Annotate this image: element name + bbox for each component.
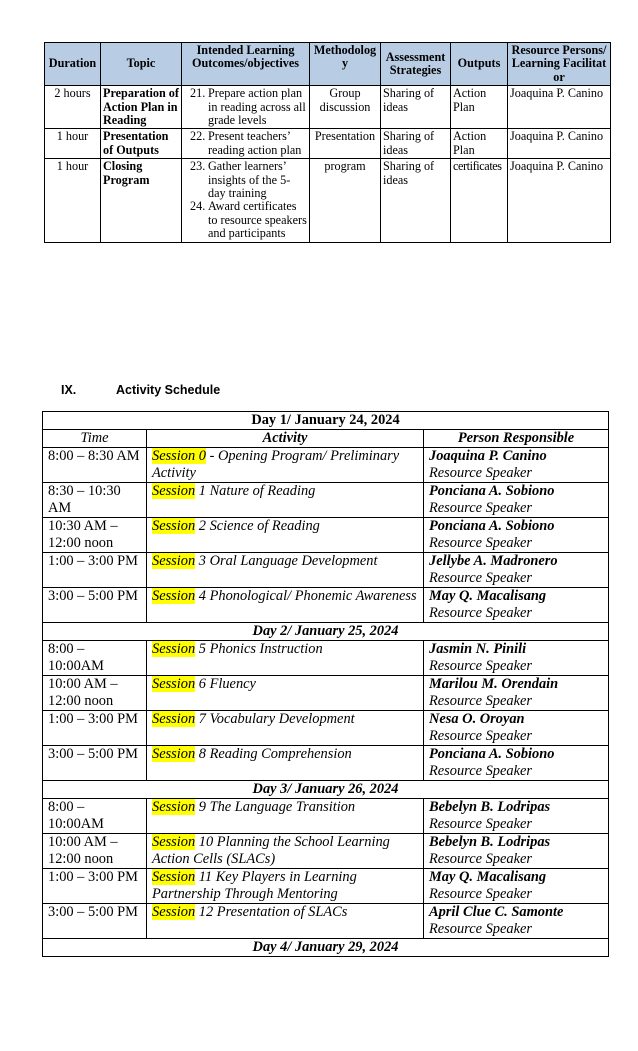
person-name: Jellybe A. Madronero	[429, 553, 558, 569]
table-row	[45, 159, 611, 242]
session-title: 3 Oral Language Development	[195, 553, 378, 569]
person-role: Resource Speaker	[429, 763, 532, 779]
person-role: Resource Speaker	[429, 535, 532, 551]
objective-item	[184, 130, 307, 157]
header-outcomes: Intended Learning Outcomes/objectives	[182, 43, 310, 86]
table-row	[45, 86, 611, 129]
session-person	[424, 448, 609, 483]
session-person	[424, 711, 609, 746]
table-row	[43, 834, 609, 869]
column-header-row	[43, 430, 609, 448]
day-title: Day 1/ January 24, 2024	[43, 412, 609, 430]
objective-number: 23.	[190, 159, 206, 174]
session-title: 4 Phonological/ Phonemic Awareness	[195, 588, 417, 604]
session-title: - Opening Program/ Preliminary Activity	[152, 448, 400, 481]
session-time: 8:00 – 8:30 AM	[43, 448, 147, 483]
row-duration: 2 hours	[45, 86, 101, 129]
session-time: 10:00 AM – 12:00 noon	[43, 676, 147, 711]
row-methodology: program	[310, 159, 381, 242]
session-person	[424, 746, 609, 781]
person-role: Resource Speaker	[429, 605, 532, 621]
day-header-row	[43, 623, 609, 641]
header-activity: Activity	[147, 430, 424, 448]
table-row	[43, 641, 609, 676]
session-person	[424, 553, 609, 588]
session-activity	[147, 676, 424, 711]
row-resource: Joaquina P. Canino	[508, 129, 611, 159]
session-person	[424, 676, 609, 711]
objective-number: 21.	[190, 86, 206, 101]
person-role: Resource Speaker	[429, 886, 532, 902]
session-label-highlight: Session	[152, 553, 196, 569]
session-label-highlight: Session	[152, 483, 196, 499]
person-name: April Clue C. Samonte	[429, 904, 564, 920]
table-header-row	[45, 43, 611, 86]
session-time: 1:00 – 3:00 PM	[43, 869, 147, 904]
table-row	[43, 869, 609, 904]
session-time: 3:00 – 5:00 PM	[43, 588, 147, 623]
header-person: Person Responsible	[424, 430, 609, 448]
session-activity	[147, 904, 424, 939]
session-person	[424, 904, 609, 939]
objective-item	[184, 200, 307, 240]
session-title: 7 Vocabulary Development	[195, 711, 355, 727]
header-resource: Resource Persons/Learning Facilitator	[508, 43, 611, 86]
session-title: 8 Reading Comprehension	[195, 746, 352, 762]
row-objectives	[182, 86, 310, 129]
session-title: 2 Science of Reading	[195, 518, 320, 534]
row-outputs: certificates	[451, 159, 508, 242]
activity-schedule-table	[42, 411, 609, 957]
section-heading	[61, 383, 220, 397]
row-methodology: Group discussion	[310, 86, 381, 129]
person-name: Bebelyn B. Lodripas	[429, 834, 551, 850]
objective-number: 24.	[190, 199, 206, 214]
row-objectives	[182, 129, 310, 159]
table-row	[43, 483, 609, 518]
person-role: Resource Speaker	[429, 658, 532, 674]
objective-text: Award certificates to resource speakers and participants	[208, 199, 307, 241]
session-label-highlight: Session	[152, 588, 196, 604]
session-label-highlight: Session	[152, 676, 196, 692]
person-name: Ponciana A. Sobiono	[429, 483, 555, 499]
row-resource: Joaquina P. Canino	[508, 86, 611, 129]
table-row	[43, 553, 609, 588]
session-time: 10:30 AM – 12:00 noon	[43, 518, 147, 553]
session-activity	[147, 711, 424, 746]
header-methodology: Methodology	[310, 43, 381, 86]
row-topic: Presentation of Outputs	[101, 129, 182, 159]
session-person	[424, 834, 609, 869]
session-title: 6 Fluency	[195, 676, 256, 692]
person-role: Resource Speaker	[429, 728, 532, 744]
table-row	[43, 746, 609, 781]
session-label-highlight: Session	[152, 869, 196, 885]
session-activity	[147, 641, 424, 676]
day-title: Day 2/ January 25, 2024	[43, 623, 609, 641]
row-methodology: Presentation	[310, 129, 381, 159]
session-title: 10 Planning the School Learning Action Cells (SLACs)	[152, 834, 390, 867]
person-name: May Q. Macalisang	[429, 869, 547, 885]
objective-text: Gather learners’ insights of the 5-day training	[208, 159, 291, 201]
header-duration: Duration	[45, 43, 101, 86]
session-label-highlight: Session	[152, 904, 196, 920]
section-number: IX.	[61, 383, 77, 397]
day-header-row	[43, 412, 609, 430]
row-resource: Joaquina P. Canino	[508, 159, 611, 242]
table-row	[43, 904, 609, 939]
session-title: 5 Phonics Instruction	[195, 641, 323, 657]
session-activity	[147, 834, 424, 869]
table-row	[43, 588, 609, 623]
session-title: 9 The Language Transition	[195, 799, 356, 815]
objective-text: Prepare action plan in reading across all grade levels	[208, 86, 306, 128]
session-person	[424, 588, 609, 623]
session-label-highlight: Session	[152, 834, 196, 850]
session-person	[424, 483, 609, 518]
session-label-highlight: Session	[152, 641, 196, 657]
row-duration: 1 hour	[45, 129, 101, 159]
header-topic: Topic	[101, 43, 182, 86]
person-name: May Q. Macalisang	[429, 588, 547, 604]
session-label-highlight: Session	[152, 746, 196, 762]
objective-item	[184, 87, 307, 127]
session-time: 8:30 – 10:30 AM	[43, 483, 147, 518]
table-row	[45, 129, 611, 159]
person-role: Resource Speaker	[429, 851, 532, 867]
table-row	[43, 518, 609, 553]
person-name: Nesa O. Oroyan	[429, 711, 525, 727]
session-activity	[147, 799, 424, 834]
session-label-highlight: Session	[152, 711, 196, 727]
session-person	[424, 641, 609, 676]
table-row	[43, 799, 609, 834]
person-role: Resource Speaker	[429, 921, 532, 937]
session-person	[424, 799, 609, 834]
session-time: 10:00 AM – 12:00 noon	[43, 834, 147, 869]
session-label-highlight: Session	[152, 518, 196, 534]
section-title: Activity Schedule	[116, 383, 221, 397]
person-name: Ponciana A. Sobiono	[429, 746, 555, 762]
table-row	[43, 711, 609, 746]
session-time: 3:00 – 5:00 PM	[43, 746, 147, 781]
session-activity	[147, 869, 424, 904]
person-name: Bebelyn B. Lodripas	[429, 799, 551, 815]
session-time: 3:00 – 5:00 PM	[43, 904, 147, 939]
session-activity	[147, 518, 424, 553]
day-header-row	[43, 939, 609, 957]
row-assessment: Sharing of ideas	[381, 129, 451, 159]
session-person	[424, 518, 609, 553]
person-name: Ponciana A. Sobiono	[429, 518, 555, 534]
person-name: Jasmin N. Pinili	[429, 641, 527, 657]
row-outputs: Action Plan	[451, 129, 508, 159]
session-label-highlight: Session	[152, 799, 196, 815]
session-activity	[147, 746, 424, 781]
day-title: Day 4/ January 29, 2024	[43, 939, 609, 957]
person-role: Resource Speaker	[429, 570, 532, 586]
row-assessment: Sharing of ideas	[381, 86, 451, 129]
table-row	[43, 676, 609, 711]
session-label-highlight: Session 0	[152, 448, 206, 464]
session-time: 8:00 – 10:00AM	[43, 799, 147, 834]
session-title: 12 Presentation of SLACs	[195, 904, 348, 920]
session-activity	[147, 448, 424, 483]
session-activity	[147, 588, 424, 623]
header-assessment: Assessment Strategies	[381, 43, 451, 86]
session-time: 1:00 – 3:00 PM	[43, 553, 147, 588]
row-topic: Closing Program	[101, 159, 182, 242]
table-row	[43, 448, 609, 483]
objective-item	[184, 160, 307, 200]
session-activity	[147, 553, 424, 588]
person-role: Resource Speaker	[429, 693, 532, 709]
day-title: Day 3/ January 26, 2024	[43, 781, 609, 799]
session-person	[424, 869, 609, 904]
person-name: Marilou M. Orendain	[429, 676, 559, 692]
person-role: Resource Speaker	[429, 500, 532, 516]
objective-text: Present teachers’ reading action plan	[208, 129, 302, 157]
header-outputs: Outputs	[451, 43, 508, 86]
training-matrix-table	[44, 42, 611, 243]
session-title: 1 Nature of Reading	[195, 483, 316, 499]
row-topic: Preparation of Action Plan in Reading	[101, 86, 182, 129]
person-role: Resource Speaker	[429, 816, 532, 832]
row-objectives	[182, 159, 310, 242]
person-name: Joaquina P. Canino	[429, 448, 547, 464]
person-role: Resource Speaker	[429, 465, 532, 481]
row-assessment: Sharing of ideas	[381, 159, 451, 242]
session-time: 8:00 – 10:00AM	[43, 641, 147, 676]
row-duration: 1 hour	[45, 159, 101, 242]
session-title: 11 Key Players in Learning Partnership Through Mentoring	[152, 869, 357, 902]
session-time: 1:00 – 3:00 PM	[43, 711, 147, 746]
day-header-row	[43, 781, 609, 799]
header-time: Time	[43, 430, 147, 448]
row-outputs: Action Plan	[451, 86, 508, 129]
objective-number: 22.	[190, 129, 206, 144]
session-activity	[147, 483, 424, 518]
